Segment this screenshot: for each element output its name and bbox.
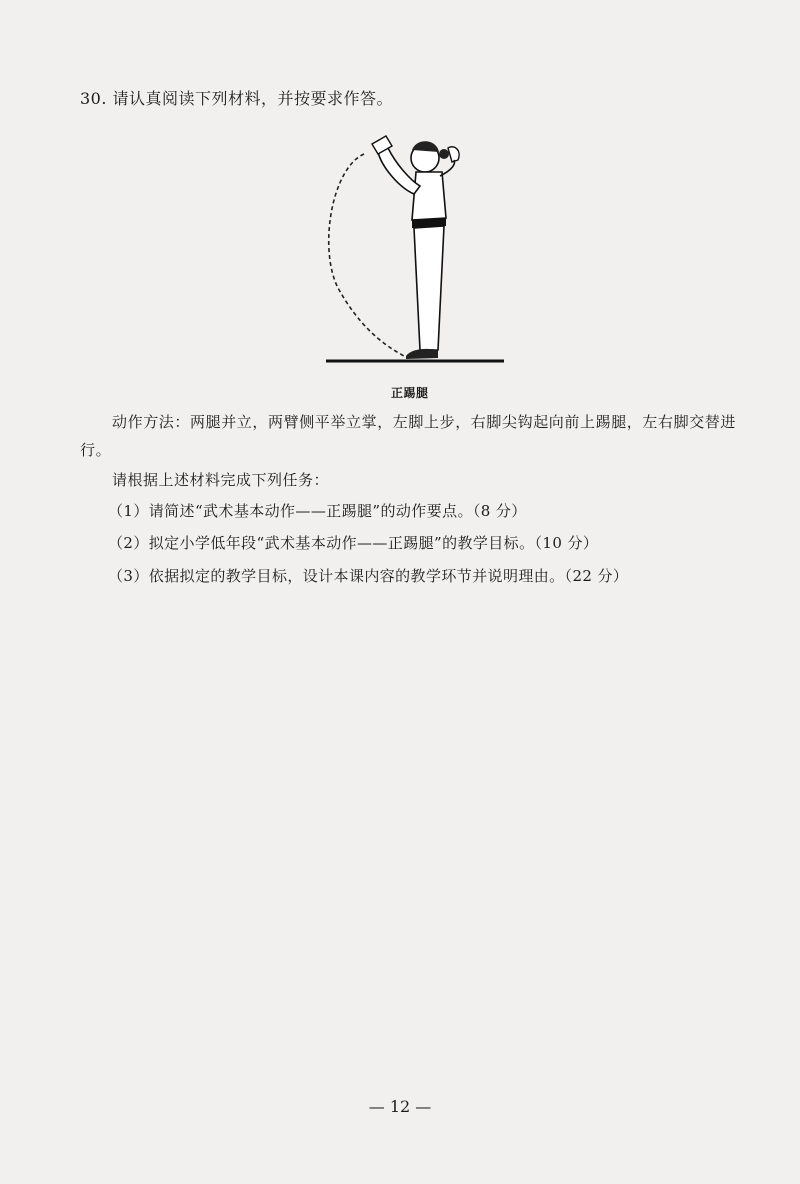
figure-caption: 正踢腿 [391,386,429,400]
method-paragraph: 动作方法：两腿并立，两臂侧平举立掌，左脚上步，右脚尖钩起向前上踢腿，左右脚交替进行。 [80,413,737,459]
question-heading: 30. 请认真阅读下列材料，并按要求作答。 [80,89,394,108]
task-intro: 请根据上述材料完成下列任务： [112,471,330,489]
task-item: （3）依据拟定的教学目标，设计本课内容的教学环节并说明理由。（22 分） [108,567,629,585]
page-number: — 12 — [368,1097,432,1116]
task-item: （2）拟定小学低年段“武术基本动作——正踢腿”的教学目标。（10 分） [108,534,599,552]
task-item: （1）请简述“武术基本动作——正踢腿”的动作要点。（8 分） [108,502,527,520]
front-kick-illustration-icon [320,128,510,374]
